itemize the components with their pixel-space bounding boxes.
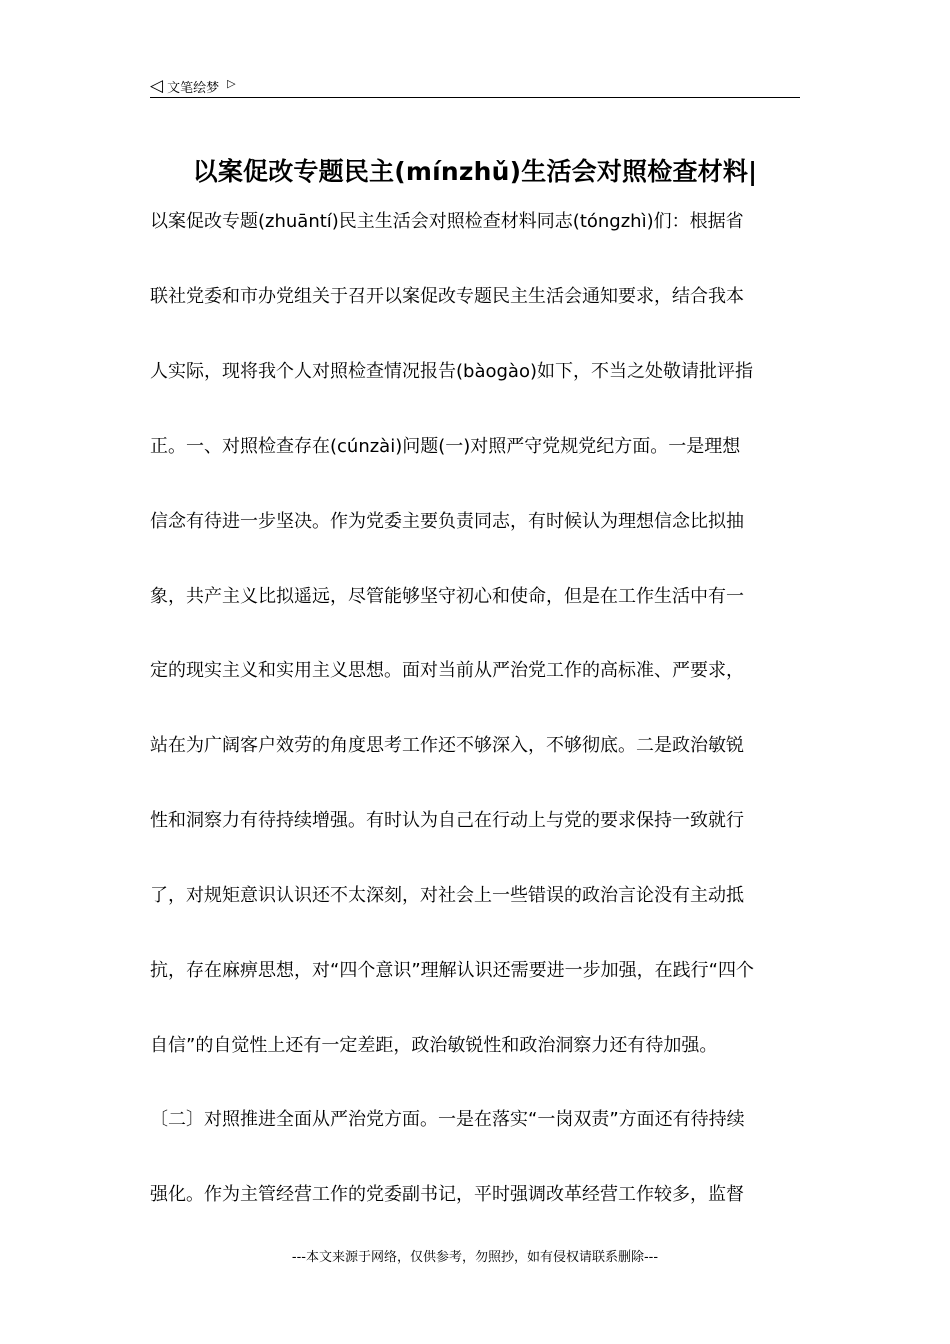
body-line: 正。一、对照检查存在(cúnzài)问题(一)对照严守党规党纪方面。一是理想: [150, 436, 741, 457]
document-title: 以案促改专题民主(mínzhǔ)生活会对照检查材料|: [192, 157, 758, 186]
body-line: 人实际，现将我个人对照检查情况报告(bàogào)如下，不当之处敬请批评指: [150, 361, 753, 382]
body-line: 了，对规矩意识认识还不太深刻，对社会上一些错误的政治言论没有主动抵: [150, 885, 744, 906]
body-line: 性和洞察力有待持续增强。有时认为自己在行动上与党的要求保持一致就行: [150, 810, 744, 831]
body-line: 以案促改专题(zhuāntí)民主生活会对照检查材料同志(tóngzhì)们：根据省: [150, 211, 744, 232]
page-header: [150, 74, 800, 98]
triangle-left-icon: ◁: [150, 76, 164, 96]
body-line: 定的现实主义和实用主义思想。面对当前从严治党工作的高标准、严要求，: [150, 660, 744, 681]
body-line: 自信”的自觉性上还有一定差距，政治敏锐性和政治洞察力还有待加强。: [150, 1035, 718, 1056]
body-line: 象，共产主义比拟遥远，尽管能够坚守初心和使命，但是在工作生活中有一: [150, 586, 744, 607]
body-line: 〔二〕对照推进全面从严治党方面。一是在落实“一岗双责”方面还有待持续: [150, 1109, 745, 1130]
header-brand: 文笔绘梦: [167, 80, 220, 96]
body-line: 站在为广阔客户效劳的角度思考工作还不够深入，不够彻底。二是政治敏锐: [150, 735, 744, 756]
body-line: 信念有待进一步坚决。作为党委主要负责同志，有时候认为理想信念比拟抽: [150, 511, 744, 532]
body-line: 强化。作为主管经营工作的党委副书记，平时强调改革经营工作较多，监督: [150, 1184, 744, 1205]
triangle-right-icon: ▷: [227, 76, 236, 90]
header-rule: [150, 97, 800, 98]
body-line: 联社党委和市办党组关于召开以案促改专题民主生活会通知要求，结合我本: [150, 286, 744, 307]
body-line: 抗，存在麻痹思想，对“四个意识”理解认识还需要进一步加强，在践行“四个: [150, 960, 754, 981]
page-footer-disclaimer: ---本文来源于网络，仅供参考，勿照抄，如有侵权请联系删除---: [291, 1250, 659, 1265]
